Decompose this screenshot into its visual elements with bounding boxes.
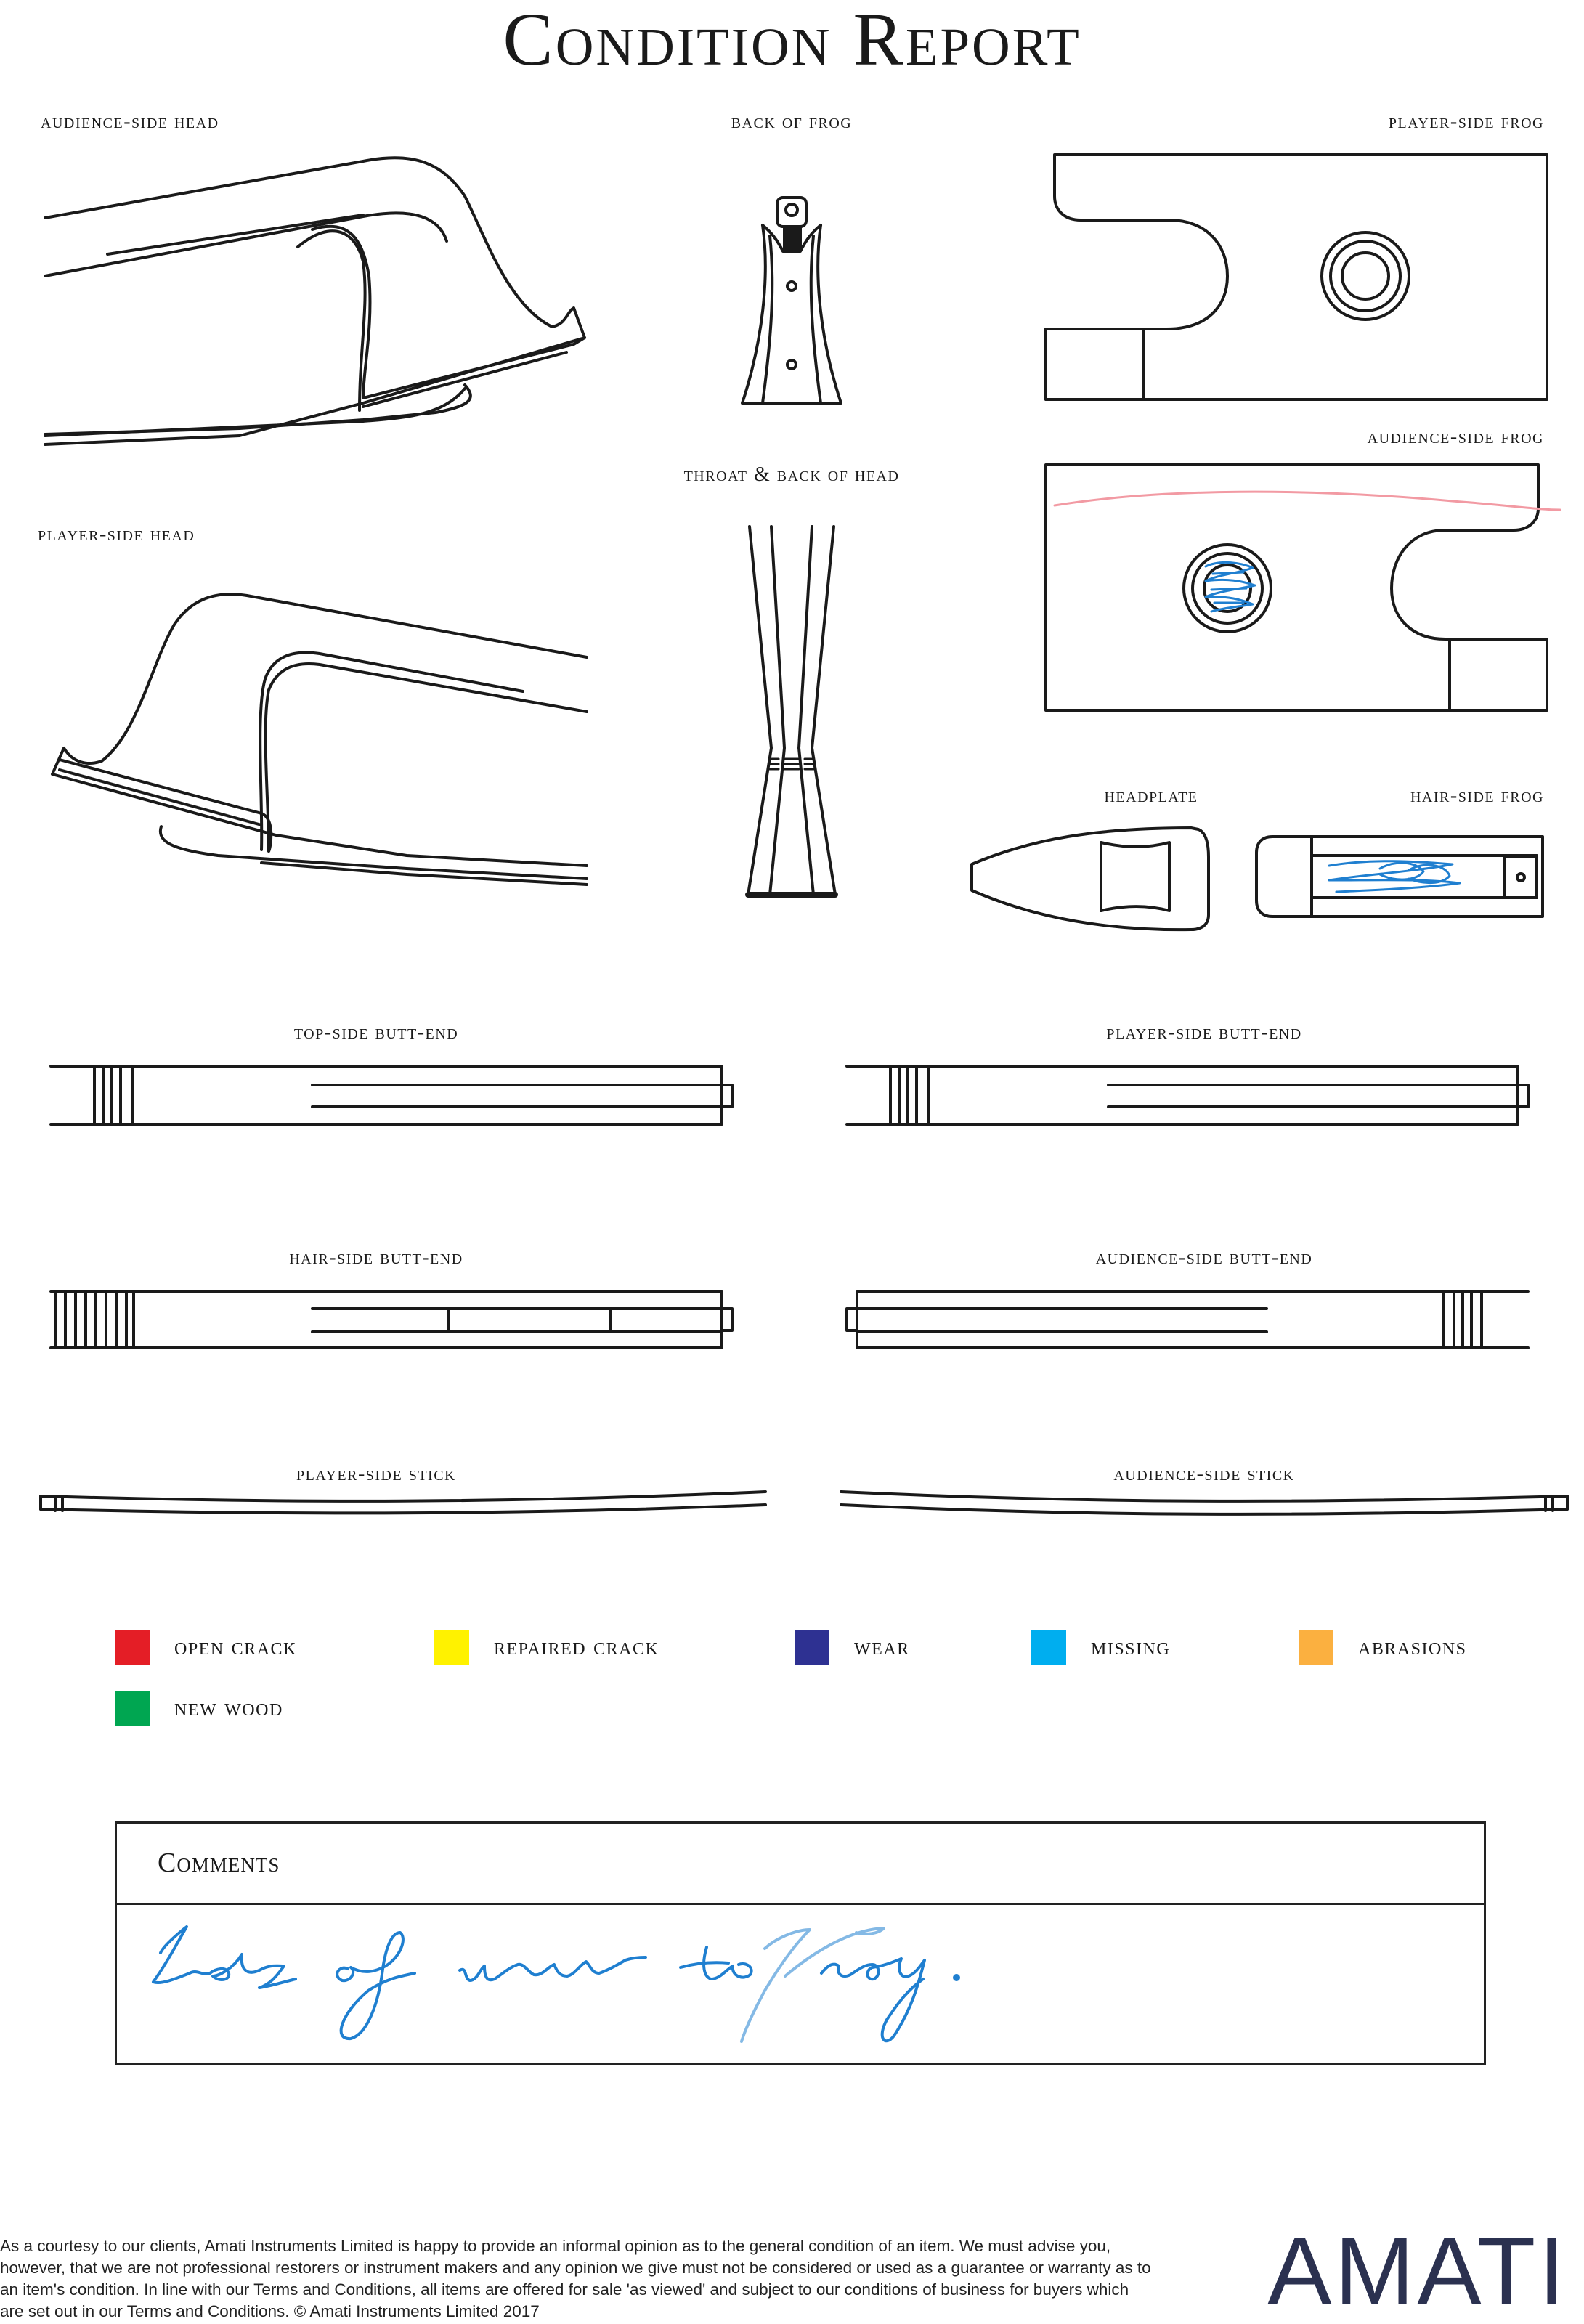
legend-swatch bbox=[1299, 1630, 1333, 1665]
hair-side-butt-end-drawing bbox=[51, 1291, 732, 1348]
legend-missing bbox=[1031, 1630, 1170, 1665]
legend-label: missing bbox=[1091, 1633, 1171, 1660]
label-top-side-butt-end: top-side butt-end bbox=[293, 1021, 459, 1044]
audience-side-stick-drawing bbox=[841, 1492, 1567, 1514]
legend-label: abrasions bbox=[1358, 1633, 1467, 1660]
audience-side-butt-end-drawing bbox=[847, 1291, 1528, 1348]
top-side-butt-end-drawing bbox=[51, 1066, 732, 1124]
legend-swatch bbox=[434, 1630, 469, 1665]
legend-label: new wood bbox=[174, 1694, 283, 1721]
label-player-side-butt-end: player-side butt-end bbox=[1106, 1021, 1302, 1044]
legend-swatch bbox=[115, 1691, 150, 1726]
player-side-butt-end-drawing bbox=[847, 1066, 1528, 1124]
comments-box bbox=[115, 1821, 1486, 2065]
label-player-side-stick: player-side stick bbox=[296, 1463, 456, 1485]
throat-back-of-head-drawing bbox=[748, 527, 835, 895]
label-throat-back-of-head: throat & back of head bbox=[683, 463, 900, 486]
handwritten-comment bbox=[117, 1824, 1488, 2068]
label-headplate: headplate bbox=[1104, 784, 1198, 807]
label-player-side-frog: player-side frog bbox=[1388, 110, 1544, 133]
legend-abrasions bbox=[1299, 1630, 1467, 1665]
legend-label: repaired crack bbox=[494, 1633, 659, 1660]
label-back-of-frog: back of frog bbox=[731, 110, 853, 133]
page-title: Condition Report bbox=[503, 0, 1081, 81]
legend-swatch bbox=[795, 1630, 829, 1665]
player-side-frog-drawing bbox=[1046, 155, 1547, 399]
legend-swatch bbox=[1031, 1630, 1066, 1665]
legend-wear bbox=[795, 1630, 910, 1665]
label-hair-side-frog: hair-side frog bbox=[1410, 784, 1544, 807]
label-hair-side-butt-end: hair-side butt-end bbox=[289, 1246, 463, 1269]
label-player-side-head: player-side head bbox=[38, 523, 195, 545]
disclaimer-text: As a courtesy to our clients, Amati Instruments Limited is happy to provide an informal opinion as to the general condition of an item. We must advise you, however, that we are not professional restorers or instrument makers and any opinion we give must not be considered or used as a guarantee or warranty as to an item's condition. In line with our Terms and Conditions, all items are offered for sale 'as viewed' and subject to our conditions of business for buyers which are set out in our Terms and Conditions. © Amati Instruments Limited 2017 bbox=[0, 2237, 1151, 2320]
legend-open-crack bbox=[115, 1630, 297, 1665]
hair-side-frog-drawing bbox=[1256, 837, 1543, 917]
back-of-frog-drawing bbox=[742, 198, 841, 403]
label-audience-side-stick: audience-side stick bbox=[1113, 1463, 1295, 1485]
headplate-drawing bbox=[972, 828, 1209, 930]
label-audience-side-butt-end: audience-side butt-end bbox=[1095, 1246, 1313, 1269]
amati-logo: AMATI bbox=[1267, 2217, 1568, 2324]
label-audience-side-head: audience-side head bbox=[41, 110, 219, 133]
audience-side-frog-drawing bbox=[1046, 465, 1560, 710]
player-side-stick-drawing bbox=[41, 1492, 765, 1513]
legend-swatch bbox=[115, 1630, 150, 1665]
legend-new-wood bbox=[115, 1691, 283, 1726]
legend-repaired-crack bbox=[434, 1630, 659, 1665]
legend-label: open crack bbox=[174, 1633, 297, 1660]
player-side-head-drawing bbox=[52, 594, 587, 885]
label-audience-side-frog: audience-side frog bbox=[1367, 426, 1544, 448]
audience-side-head-drawing bbox=[45, 158, 585, 444]
legend-label: wear bbox=[854, 1633, 910, 1660]
comments-title: Comments bbox=[158, 1848, 280, 1878]
